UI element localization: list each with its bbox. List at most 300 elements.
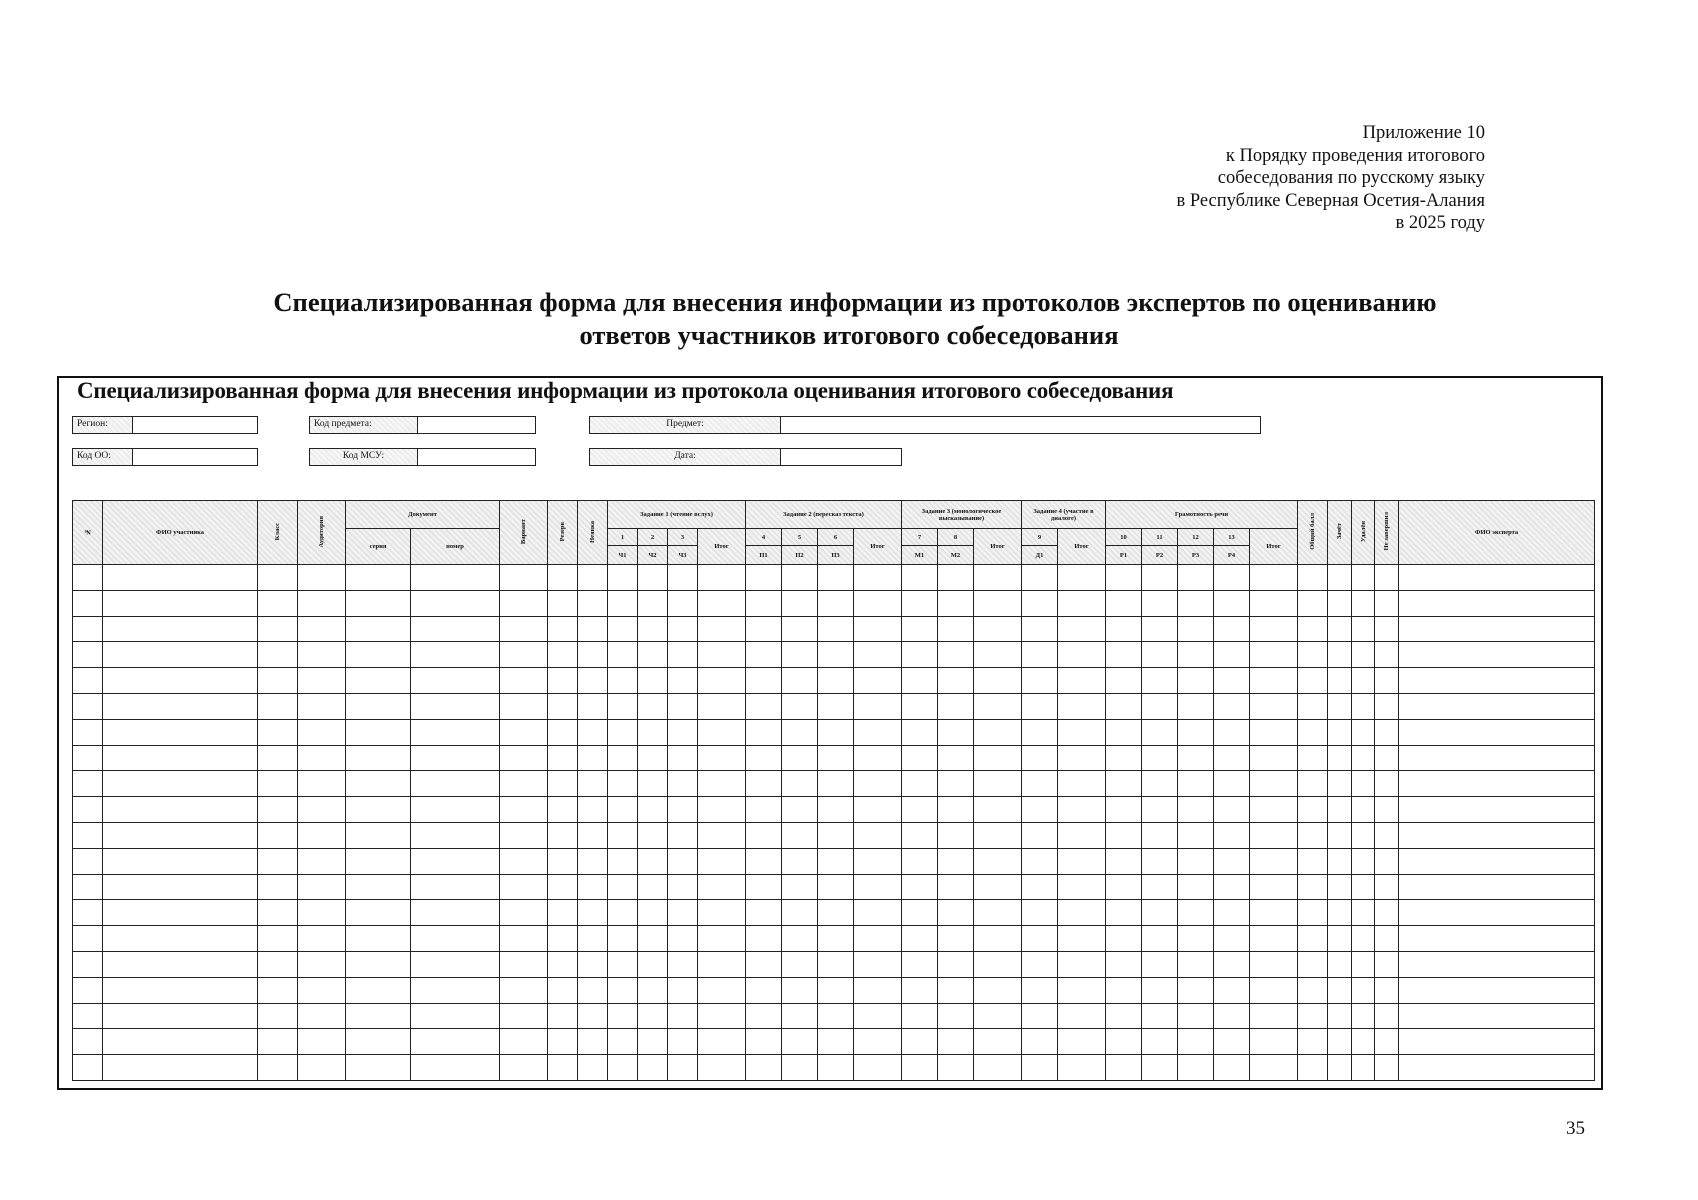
- table-cell[interactable]: [1399, 848, 1595, 874]
- table-cell[interactable]: [1328, 822, 1352, 848]
- table-cell[interactable]: [298, 797, 346, 823]
- table-cell[interactable]: [1058, 1029, 1106, 1055]
- table-cell[interactable]: [258, 616, 298, 642]
- table-cell[interactable]: [1375, 616, 1399, 642]
- table-cell[interactable]: [548, 874, 578, 900]
- table-cell[interactable]: [1214, 874, 1250, 900]
- table-cell[interactable]: [902, 693, 938, 719]
- table-cell[interactable]: [578, 668, 608, 694]
- table-cell[interactable]: [1375, 874, 1399, 900]
- table-cell[interactable]: [73, 926, 103, 952]
- table-cell[interactable]: [1250, 745, 1298, 771]
- table-cell[interactable]: [411, 745, 500, 771]
- table-cell[interactable]: [73, 848, 103, 874]
- table-cell[interactable]: [1106, 926, 1142, 952]
- table-cell[interactable]: [578, 590, 608, 616]
- table-cell[interactable]: [500, 1003, 548, 1029]
- table-cell[interactable]: [782, 616, 818, 642]
- table-cell[interactable]: [668, 900, 698, 926]
- table-cell[interactable]: [1142, 642, 1178, 668]
- table-cell[interactable]: [668, 590, 698, 616]
- table-cell[interactable]: [668, 1029, 698, 1055]
- table-cell[interactable]: [346, 822, 411, 848]
- table-cell[interactable]: [578, 693, 608, 719]
- table-cell[interactable]: [1178, 900, 1214, 926]
- table-cell[interactable]: [1375, 668, 1399, 694]
- table-cell[interactable]: [1250, 848, 1298, 874]
- table-cell[interactable]: [1298, 900, 1328, 926]
- table-cell[interactable]: [938, 642, 974, 668]
- table-cell[interactable]: [782, 745, 818, 771]
- table-cell[interactable]: [608, 951, 638, 977]
- table-cell[interactable]: [1399, 693, 1595, 719]
- table-cell[interactable]: [103, 900, 258, 926]
- table-cell[interactable]: [938, 668, 974, 694]
- table-cell[interactable]: [1022, 874, 1058, 900]
- table-cell[interactable]: [1214, 693, 1250, 719]
- table-cell[interactable]: [1352, 848, 1375, 874]
- table-cell[interactable]: [1058, 616, 1106, 642]
- table-cell[interactable]: [974, 797, 1022, 823]
- table-cell[interactable]: [548, 1029, 578, 1055]
- table-cell[interactable]: [608, 745, 638, 771]
- table-cell[interactable]: [668, 693, 698, 719]
- table-cell[interactable]: [1328, 1029, 1352, 1055]
- table-cell[interactable]: [782, 874, 818, 900]
- table-cell[interactable]: [1375, 693, 1399, 719]
- table-cell[interactable]: [411, 1029, 500, 1055]
- table-cell[interactable]: [1298, 771, 1328, 797]
- table-cell[interactable]: [73, 719, 103, 745]
- table-cell[interactable]: [974, 951, 1022, 977]
- table-cell[interactable]: [1178, 642, 1214, 668]
- table-cell[interactable]: [698, 1029, 746, 1055]
- table-cell[interactable]: [746, 951, 782, 977]
- table-cell[interactable]: [938, 926, 974, 952]
- table-cell[interactable]: [1250, 874, 1298, 900]
- table-cell[interactable]: [548, 900, 578, 926]
- table-cell[interactable]: [1178, 745, 1214, 771]
- table-cell[interactable]: [1058, 900, 1106, 926]
- table-cell[interactable]: [1352, 977, 1375, 1003]
- table-cell[interactable]: [698, 642, 746, 668]
- table-cell[interactable]: [1022, 719, 1058, 745]
- table-cell[interactable]: [1058, 693, 1106, 719]
- table-cell[interactable]: [73, 642, 103, 668]
- table-cell[interactable]: [818, 771, 854, 797]
- table-cell[interactable]: [1106, 693, 1142, 719]
- table-cell[interactable]: [854, 1029, 902, 1055]
- table-cell[interactable]: [818, 797, 854, 823]
- table-cell[interactable]: [346, 668, 411, 694]
- table-cell[interactable]: [746, 926, 782, 952]
- table-cell[interactable]: [73, 745, 103, 771]
- table-cell[interactable]: [938, 822, 974, 848]
- table-cell[interactable]: [938, 719, 974, 745]
- table-cell[interactable]: [103, 745, 258, 771]
- msu-code-value[interactable]: [418, 449, 535, 465]
- table-cell[interactable]: [1142, 616, 1178, 642]
- table-cell[interactable]: [1328, 668, 1352, 694]
- table-cell[interactable]: [346, 900, 411, 926]
- table-cell[interactable]: [1250, 1029, 1298, 1055]
- table-cell[interactable]: [103, 1003, 258, 1029]
- table-cell[interactable]: [746, 771, 782, 797]
- table-cell[interactable]: [1250, 616, 1298, 642]
- table-cell[interactable]: [1399, 590, 1595, 616]
- table-cell[interactable]: [1058, 642, 1106, 668]
- table-cell[interactable]: [1352, 590, 1375, 616]
- table-cell[interactable]: [73, 1029, 103, 1055]
- table-cell[interactable]: [103, 719, 258, 745]
- table-cell[interactable]: [1298, 1055, 1328, 1081]
- table-cell[interactable]: [1178, 590, 1214, 616]
- table-cell[interactable]: [1352, 642, 1375, 668]
- table-cell[interactable]: [1106, 874, 1142, 900]
- table-cell[interactable]: [411, 848, 500, 874]
- table-cell[interactable]: [73, 874, 103, 900]
- table-cell[interactable]: [782, 951, 818, 977]
- table-cell[interactable]: [854, 616, 902, 642]
- table-cell[interactable]: [902, 642, 938, 668]
- table-cell[interactable]: [1328, 771, 1352, 797]
- table-cell[interactable]: [298, 771, 346, 797]
- table-cell[interactable]: [346, 874, 411, 900]
- table-cell[interactable]: [698, 797, 746, 823]
- table-cell[interactable]: [818, 822, 854, 848]
- table-cell[interactable]: [346, 565, 411, 591]
- table-cell[interactable]: [1106, 590, 1142, 616]
- table-cell[interactable]: [1375, 719, 1399, 745]
- table-cell[interactable]: [73, 900, 103, 926]
- table-cell[interactable]: [974, 1029, 1022, 1055]
- table-cell[interactable]: [1250, 590, 1298, 616]
- table-cell[interactable]: [1328, 900, 1352, 926]
- table-cell[interactable]: [258, 590, 298, 616]
- table-cell[interactable]: [258, 771, 298, 797]
- table-cell[interactable]: [103, 771, 258, 797]
- table-cell[interactable]: [1022, 797, 1058, 823]
- table-cell[interactable]: [818, 590, 854, 616]
- table-cell[interactable]: [854, 668, 902, 694]
- table-cell[interactable]: [782, 771, 818, 797]
- table-cell[interactable]: [346, 745, 411, 771]
- table-cell[interactable]: [668, 719, 698, 745]
- table-cell[interactable]: [500, 977, 548, 1003]
- table-cell[interactable]: [638, 616, 668, 642]
- table-cell[interactable]: [902, 1055, 938, 1081]
- table-cell[interactable]: [938, 565, 974, 591]
- table-cell[interactable]: [411, 874, 500, 900]
- table-cell[interactable]: [668, 771, 698, 797]
- table-cell[interactable]: [938, 874, 974, 900]
- table-cell[interactable]: [548, 616, 578, 642]
- table-cell[interactable]: [411, 900, 500, 926]
- table-cell[interactable]: [578, 771, 608, 797]
- table-cell[interactable]: [1022, 771, 1058, 797]
- table-cell[interactable]: [902, 590, 938, 616]
- table-cell[interactable]: [746, 797, 782, 823]
- table-cell[interactable]: [698, 590, 746, 616]
- table-cell[interactable]: [1214, 668, 1250, 694]
- table-cell[interactable]: [298, 616, 346, 642]
- table-cell[interactable]: [818, 1003, 854, 1029]
- table-cell[interactable]: [578, 874, 608, 900]
- table-cell[interactable]: [578, 951, 608, 977]
- table-cell[interactable]: [258, 745, 298, 771]
- table-cell[interactable]: [1058, 926, 1106, 952]
- table-cell[interactable]: [608, 693, 638, 719]
- table-cell[interactable]: [1178, 977, 1214, 1003]
- table-cell[interactable]: [73, 693, 103, 719]
- table-cell[interactable]: [638, 565, 668, 591]
- table-cell[interactable]: [974, 668, 1022, 694]
- table-cell[interactable]: [698, 822, 746, 848]
- table-cell[interactable]: [578, 822, 608, 848]
- table-cell[interactable]: [1328, 719, 1352, 745]
- table-cell[interactable]: [1022, 977, 1058, 1003]
- table-cell[interactable]: [638, 848, 668, 874]
- table-cell[interactable]: [854, 822, 902, 848]
- table-cell[interactable]: [1298, 642, 1328, 668]
- table-cell[interactable]: [854, 951, 902, 977]
- table-cell[interactable]: [258, 900, 298, 926]
- table-cell[interactable]: [938, 771, 974, 797]
- table-cell[interactable]: [1022, 848, 1058, 874]
- table-cell[interactable]: [1022, 1003, 1058, 1029]
- table-cell[interactable]: [902, 848, 938, 874]
- table-cell[interactable]: [298, 848, 346, 874]
- table-cell[interactable]: [411, 693, 500, 719]
- table-cell[interactable]: [608, 719, 638, 745]
- table-cell[interactable]: [1142, 668, 1178, 694]
- table-cell[interactable]: [1328, 874, 1352, 900]
- table-cell[interactable]: [1214, 977, 1250, 1003]
- table-cell[interactable]: [578, 642, 608, 668]
- table-cell[interactable]: [608, 668, 638, 694]
- table-cell[interactable]: [698, 900, 746, 926]
- table-cell[interactable]: [818, 848, 854, 874]
- table-cell[interactable]: [346, 797, 411, 823]
- table-cell[interactable]: [1352, 745, 1375, 771]
- table-cell[interactable]: [1250, 668, 1298, 694]
- table-cell[interactable]: [1328, 745, 1352, 771]
- table-cell[interactable]: [1178, 926, 1214, 952]
- table-cell[interactable]: [608, 977, 638, 1003]
- table-cell[interactable]: [782, 977, 818, 1003]
- table-cell[interactable]: [1250, 1003, 1298, 1029]
- table-cell[interactable]: [1142, 874, 1178, 900]
- table-cell[interactable]: [103, 693, 258, 719]
- table-cell[interactable]: [1178, 1029, 1214, 1055]
- table-cell[interactable]: [1214, 951, 1250, 977]
- table-cell[interactable]: [854, 745, 902, 771]
- table-cell[interactable]: [698, 1055, 746, 1081]
- table-cell[interactable]: [548, 1055, 578, 1081]
- table-cell[interactable]: [1106, 977, 1142, 1003]
- table-cell[interactable]: [298, 900, 346, 926]
- table-cell[interactable]: [258, 977, 298, 1003]
- table-cell[interactable]: [1375, 590, 1399, 616]
- table-cell[interactable]: [1298, 668, 1328, 694]
- table-cell[interactable]: [1022, 565, 1058, 591]
- table-cell[interactable]: [1142, 900, 1178, 926]
- table-cell[interactable]: [103, 848, 258, 874]
- table-cell[interactable]: [258, 1003, 298, 1029]
- table-cell[interactable]: [1022, 616, 1058, 642]
- table-cell[interactable]: [500, 616, 548, 642]
- table-cell[interactable]: [938, 797, 974, 823]
- table-cell[interactable]: [411, 951, 500, 977]
- table-cell[interactable]: [1399, 668, 1595, 694]
- table-cell[interactable]: [1250, 693, 1298, 719]
- table-cell[interactable]: [854, 848, 902, 874]
- table-cell[interactable]: [974, 874, 1022, 900]
- table-cell[interactable]: [782, 900, 818, 926]
- table-cell[interactable]: [103, 797, 258, 823]
- table-cell[interactable]: [298, 1055, 346, 1081]
- table-cell[interactable]: [608, 926, 638, 952]
- table-cell[interactable]: [746, 822, 782, 848]
- table-cell[interactable]: [638, 642, 668, 668]
- table-cell[interactable]: [346, 1055, 411, 1081]
- table-cell[interactable]: [73, 668, 103, 694]
- table-cell[interactable]: [608, 642, 638, 668]
- table-cell[interactable]: [500, 565, 548, 591]
- table-cell[interactable]: [1328, 642, 1352, 668]
- table-cell[interactable]: [938, 693, 974, 719]
- table-cell[interactable]: [103, 951, 258, 977]
- table-cell[interactable]: [73, 1055, 103, 1081]
- table-cell[interactable]: [500, 848, 548, 874]
- table-cell[interactable]: [974, 1055, 1022, 1081]
- table-cell[interactable]: [902, 719, 938, 745]
- table-cell[interactable]: [1106, 822, 1142, 848]
- table-cell[interactable]: [1214, 642, 1250, 668]
- table-cell[interactable]: [1178, 951, 1214, 977]
- table-cell[interactable]: [746, 616, 782, 642]
- table-cell[interactable]: [298, 693, 346, 719]
- table-cell[interactable]: [638, 1055, 668, 1081]
- table-cell[interactable]: [854, 642, 902, 668]
- table-cell[interactable]: [1106, 848, 1142, 874]
- table-cell[interactable]: [1058, 719, 1106, 745]
- table-cell[interactable]: [1298, 977, 1328, 1003]
- table-cell[interactable]: [1022, 951, 1058, 977]
- table-cell[interactable]: [346, 616, 411, 642]
- table-cell[interactable]: [258, 719, 298, 745]
- table-cell[interactable]: [73, 797, 103, 823]
- table-cell[interactable]: [854, 1003, 902, 1029]
- table-cell[interactable]: [638, 719, 668, 745]
- table-cell[interactable]: [411, 642, 500, 668]
- table-cell[interactable]: [608, 565, 638, 591]
- table-cell[interactable]: [1298, 719, 1328, 745]
- subject-value[interactable]: [781, 417, 1260, 433]
- table-cell[interactable]: [698, 848, 746, 874]
- table-cell[interactable]: [1399, 1055, 1595, 1081]
- table-cell[interactable]: [1250, 797, 1298, 823]
- table-cell[interactable]: [500, 900, 548, 926]
- table-cell[interactable]: [1142, 565, 1178, 591]
- table-cell[interactable]: [668, 797, 698, 823]
- table-cell[interactable]: [1399, 642, 1595, 668]
- table-cell[interactable]: [1298, 616, 1328, 642]
- table-cell[interactable]: [411, 1055, 500, 1081]
- table-cell[interactable]: [346, 977, 411, 1003]
- table-cell[interactable]: [1214, 797, 1250, 823]
- table-cell[interactable]: [1352, 565, 1375, 591]
- table-cell[interactable]: [854, 874, 902, 900]
- table-cell[interactable]: [668, 874, 698, 900]
- table-cell[interactable]: [782, 797, 818, 823]
- table-cell[interactable]: [782, 668, 818, 694]
- table-cell[interactable]: [698, 719, 746, 745]
- table-cell[interactable]: [638, 590, 668, 616]
- table-cell[interactable]: [103, 822, 258, 848]
- table-cell[interactable]: [974, 771, 1022, 797]
- table-cell[interactable]: [1375, 797, 1399, 823]
- table-cell[interactable]: [1022, 822, 1058, 848]
- table-cell[interactable]: [974, 848, 1022, 874]
- table-cell[interactable]: [818, 668, 854, 694]
- table-cell[interactable]: [578, 1003, 608, 1029]
- table-cell[interactable]: [698, 616, 746, 642]
- table-cell[interactable]: [1214, 771, 1250, 797]
- table-cell[interactable]: [698, 668, 746, 694]
- table-cell[interactable]: [854, 797, 902, 823]
- table-cell[interactable]: [73, 951, 103, 977]
- table-cell[interactable]: [1142, 1003, 1178, 1029]
- table-cell[interactable]: [608, 874, 638, 900]
- table-cell[interactable]: [746, 719, 782, 745]
- table-cell[interactable]: [1298, 590, 1328, 616]
- table-cell[interactable]: [1106, 745, 1142, 771]
- table-cell[interactable]: [1058, 951, 1106, 977]
- table-cell[interactable]: [902, 900, 938, 926]
- table-cell[interactable]: [1298, 745, 1328, 771]
- table-cell[interactable]: [103, 590, 258, 616]
- table-cell[interactable]: [1058, 565, 1106, 591]
- table-cell[interactable]: [411, 797, 500, 823]
- table-cell[interactable]: [103, 977, 258, 1003]
- table-cell[interactable]: [548, 745, 578, 771]
- table-cell[interactable]: [854, 926, 902, 952]
- table-cell[interactable]: [1214, 848, 1250, 874]
- table-cell[interactable]: [902, 565, 938, 591]
- table-cell[interactable]: [500, 719, 548, 745]
- table-cell[interactable]: [1142, 951, 1178, 977]
- table-cell[interactable]: [258, 822, 298, 848]
- table-cell[interactable]: [1250, 977, 1298, 1003]
- table-cell[interactable]: [974, 900, 1022, 926]
- table-cell[interactable]: [1328, 1003, 1352, 1029]
- table-cell[interactable]: [746, 642, 782, 668]
- table-cell[interactable]: [1250, 771, 1298, 797]
- table-cell[interactable]: [298, 642, 346, 668]
- table-cell[interactable]: [1328, 616, 1352, 642]
- table-cell[interactable]: [938, 616, 974, 642]
- table-cell[interactable]: [746, 848, 782, 874]
- school-code-value[interactable]: [133, 449, 257, 465]
- table-cell[interactable]: [698, 977, 746, 1003]
- table-cell[interactable]: [1214, 565, 1250, 591]
- table-cell[interactable]: [1106, 1055, 1142, 1081]
- table-cell[interactable]: [1106, 900, 1142, 926]
- table-cell[interactable]: [1375, 1055, 1399, 1081]
- table-cell[interactable]: [500, 797, 548, 823]
- table-cell[interactable]: [746, 1003, 782, 1029]
